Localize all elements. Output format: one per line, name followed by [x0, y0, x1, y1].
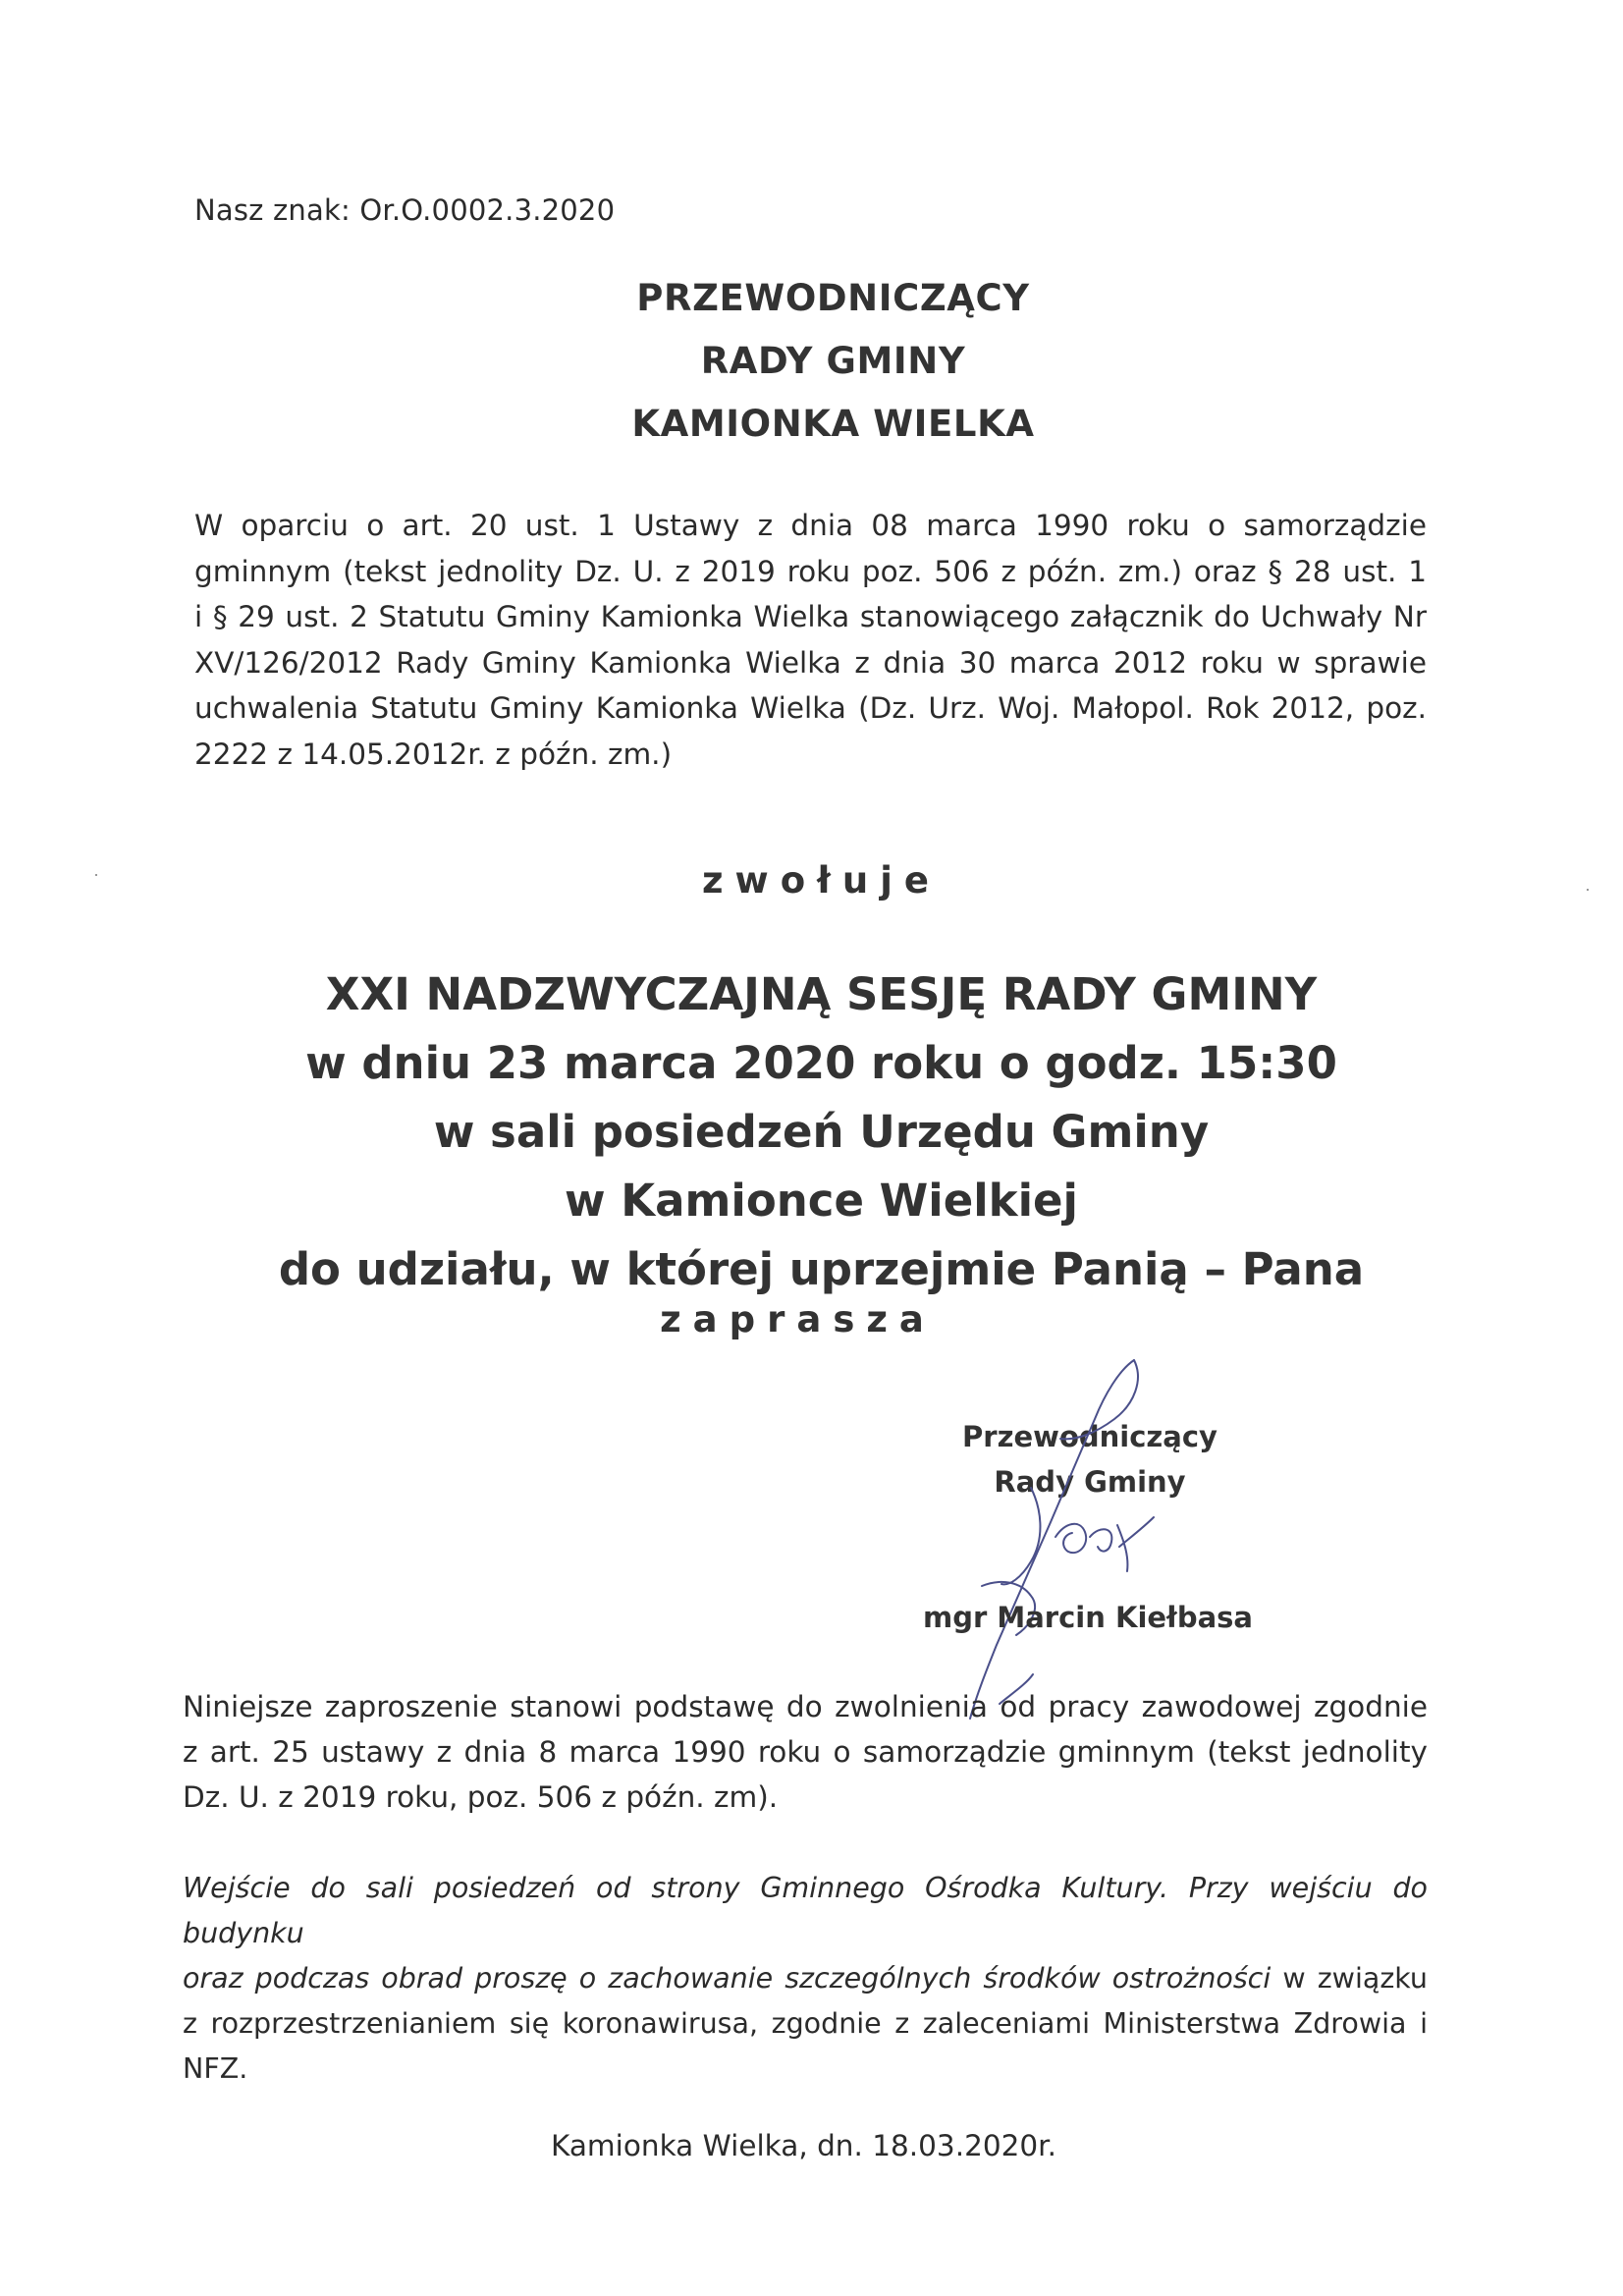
heading-line-1: PRZEWODNICZĄCY — [636, 277, 1030, 319]
covid-line-plain: z rozprzestrzenianiem się koronawirusa, zgodnie z zaleceniami Ministerstwa Zdrowia i NFZ. — [183, 2007, 1428, 2085]
note-line: z art. 25 ustawy z dnia 8 marca 1990 roku o samorządzie gminnym (tekst jednolity — [183, 1735, 1428, 1769]
session-line: w sali posiedzeń Urzędu Gminy — [433, 1106, 1210, 1158]
handwritten-signature — [884, 1350, 1198, 1733]
session-line: w dniu 23 marca 2020 roku o godz. 15:30 — [305, 1037, 1337, 1089]
legal-basis-line: gminnym (tekst jednolity Dz. U. z 2019 roku poz. 506 z późn. zm.) oraz § 28 ust. 1 — [194, 554, 1427, 588]
invites-word: zaprasza — [660, 1298, 936, 1340]
session-line: w Kamionce Wielkiej — [565, 1175, 1078, 1227]
convokes-word: zwołuje — [702, 859, 941, 902]
heading-line-2: RADY GMINY — [700, 340, 966, 382]
scan-speck — [1587, 889, 1589, 891]
legal-basis-line: 2222 z 14.05.2012r. z późn. zm.) — [194, 737, 673, 771]
session-announcement — [0, 960, 1623, 1304]
legal-basis-paragraph — [194, 503, 1427, 777]
signatory-name: mgr Marcin Kiełbasa — [923, 1601, 1253, 1634]
legal-basis-line: i § 29 ust. 2 Statutu Gminy Kamionka Wielka stanowiącego załącznik do Uchwały Nr — [194, 600, 1427, 633]
reference-number: Nasz znak: Or.O.0002.3.2020 — [194, 193, 616, 227]
heading-line-3: KAMIONKA WIELKA — [631, 403, 1035, 445]
covid-line-plain: w związku — [1271, 1962, 1428, 1995]
scan-speck — [95, 874, 97, 876]
note-line: Niniejsze zaproszenie stanowi podstawę do zwolnienia od pracy zawodowej zgodnie — [183, 1690, 1428, 1723]
covid-line-italic: oraz podczas obrad proszę o zachowanie szczególnych środków ostrożności — [183, 1962, 1271, 1995]
covid-line — [183, 1956, 1428, 2001]
issuer-heading — [0, 267, 1623, 456]
signatory-title-line-2: Rady Gminy — [994, 1465, 1186, 1499]
covid-line — [183, 2001, 1428, 2092]
session-line: do udziału, w której uprzejmie Panią – Pana — [278, 1243, 1365, 1295]
place-and-date: Kamionka Wielka, dn. 18.03.2020r. — [551, 2129, 1056, 2162]
note-line: Dz. U. z 2019 roku, poz. 506 z późn. zm). — [183, 1780, 779, 1814]
signatory-title-line-1: Przewodniczący — [962, 1420, 1217, 1453]
session-line: XXI NADZWYCZAJNĄ SESJĘ RADY GMINY — [325, 968, 1318, 1020]
legal-basis-line: XV/126/2012 Rady Gminy Kamionka Wielka z dnia 30 marca 2012 roku w sprawie — [194, 645, 1427, 680]
legal-basis-line: uchwalenia Statutu Gminy Kamionka Wielka (Dz. Urz. Woj. Małopol. Rok 2012, poz. — [194, 691, 1427, 725]
covid-line — [183, 1866, 1428, 1956]
legal-basis-line: W oparciu o art. 20 ust. 1 Ustawy z dnia 08 marca 1990 roku o samorządzie — [194, 509, 1427, 542]
covid-notice-paragraph — [183, 1866, 1428, 2092]
covid-line-italic: Wejście do sali posiedzeń od strony Gminnego Ośrodka Kultury. Przy wejściu do budynku — [183, 1872, 1428, 1949]
leave-note-paragraph — [183, 1684, 1428, 1820]
